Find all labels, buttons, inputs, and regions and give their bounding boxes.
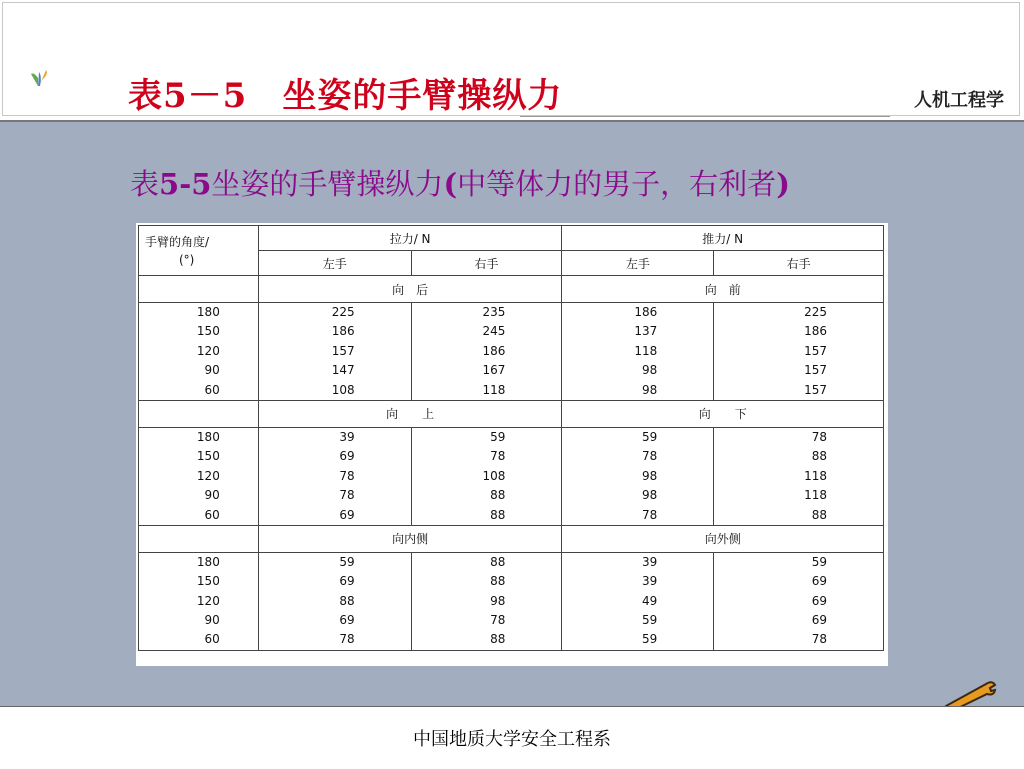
table-cell: 78 — [490, 613, 506, 628]
table-cell: 186 — [331, 324, 355, 339]
table-cell: 88 — [490, 632, 506, 647]
table-cell: 186 — [482, 343, 506, 358]
table-cell: 108 — [482, 468, 506, 483]
table-cell: 245 — [482, 324, 506, 339]
table-cell: 98 — [641, 382, 658, 397]
force-table — [138, 225, 884, 651]
caption-paren-close: ) — [776, 167, 790, 201]
pull-left-values — [258, 427, 411, 525]
table-cell: 49 — [641, 593, 658, 608]
logo-icon — [28, 66, 50, 90]
table-cell: 98 — [641, 488, 658, 503]
table-cell: 69 — [811, 593, 827, 608]
table-cell: 118 — [482, 382, 506, 397]
table-cell: 78 — [811, 632, 827, 647]
table-cell: 186 — [804, 324, 827, 339]
table-cell: 98 — [490, 593, 506, 608]
push-left-values — [562, 552, 714, 650]
push-direction: 向外侧 — [562, 525, 884, 552]
direction-angle-blank — [139, 525, 259, 552]
table-cell: 88 — [811, 449, 827, 464]
push-right-values — [714, 552, 884, 650]
table-cell: 147 — [331, 363, 355, 378]
table-cell: 90 — [204, 488, 220, 503]
pull-right-values — [411, 552, 562, 650]
table-cell: 88 — [490, 574, 506, 589]
table-cell: 157 — [331, 343, 355, 358]
push-right-hand-header: 右手 — [714, 251, 884, 276]
table-cell: 39 — [339, 429, 355, 444]
angle-values — [139, 427, 259, 525]
table-cell: 88 — [490, 507, 506, 522]
table-cell: 78 — [811, 429, 827, 444]
push-left-hand-header: 左手 — [562, 251, 714, 276]
table-cell: 60 — [204, 507, 220, 522]
slide-content — [0, 122, 1024, 706]
push-direction: 向 下 — [562, 400, 884, 427]
direction-angle-blank — [139, 276, 259, 303]
caption-prefix: 表 — [130, 167, 160, 201]
table-cell: 186 — [634, 305, 658, 319]
table-cell: 59 — [811, 554, 827, 569]
angle-header-line1: 手臂的角度/ — [145, 234, 210, 249]
table-cell: 59 — [641, 429, 658, 444]
table-cell: 69 — [339, 574, 355, 589]
table-cell: 60 — [204, 632, 220, 647]
push-left-values — [562, 427, 714, 525]
table-cell: 118 — [804, 488, 827, 503]
pull-left-values — [258, 552, 411, 650]
table-cell: 120 — [196, 343, 220, 358]
table-cell: 150 — [196, 574, 220, 589]
table-cell: 180 — [196, 554, 220, 569]
pull-right-values — [411, 427, 562, 525]
table-cell: 60 — [204, 382, 220, 397]
table-cell: 225 — [331, 305, 355, 319]
table-cell: 118 — [804, 468, 827, 483]
table-cell: 59 — [641, 613, 658, 628]
direction-row — [139, 400, 884, 427]
caption-text: 坐姿的手臂操纵力 — [211, 167, 444, 201]
direction-row — [139, 276, 884, 303]
table-cell: 157 — [804, 382, 827, 397]
table-cell: 39 — [641, 574, 658, 589]
direction-row — [139, 525, 884, 552]
table-cell: 39 — [641, 554, 658, 569]
table-cell: 180 — [196, 429, 220, 444]
direction-angle-blank — [139, 400, 259, 427]
angle-header — [139, 226, 259, 276]
pull-right-values — [411, 303, 562, 401]
table-cell: 98 — [641, 468, 658, 483]
table-cell: 150 — [196, 449, 220, 464]
caption-note: 中等体力的男子，右利者 — [457, 167, 777, 201]
table-caption — [130, 162, 790, 203]
table-cell: 59 — [339, 554, 355, 569]
table-cell: 120 — [196, 593, 220, 608]
table-cell: 180 — [196, 305, 220, 319]
table-cell: 59 — [641, 632, 658, 647]
push-force-header: 推力/ N — [562, 226, 884, 251]
pull-direction: 向 后 — [258, 276, 562, 303]
table-cell: 78 — [490, 449, 506, 464]
table-cell: 137 — [634, 324, 658, 339]
data-block-row — [139, 303, 884, 401]
table-cell: 157 — [804, 363, 827, 378]
pull-left-values — [258, 303, 411, 401]
course-name: 人机工程学 — [914, 90, 1004, 111]
table-cell: 59 — [490, 429, 506, 444]
pull-left-hand-header: 左手 — [258, 251, 411, 276]
pull-right-hand-header: 右手 — [411, 251, 562, 276]
table-cell: 78 — [641, 449, 658, 464]
data-block-row — [139, 552, 884, 650]
table-cell: 78 — [641, 507, 658, 522]
push-direction: 向 前 — [562, 276, 884, 303]
pull-direction: 向内侧 — [258, 525, 562, 552]
caption-number: 5-5 — [159, 167, 212, 201]
table-cell: 157 — [804, 343, 827, 358]
table-cell: 167 — [482, 363, 506, 378]
data-block-row — [139, 427, 884, 525]
angle-values — [139, 552, 259, 650]
push-right-values — [714, 303, 884, 401]
table-cell: 88 — [811, 507, 827, 522]
table-cell: 150 — [196, 324, 220, 339]
table-cell: 78 — [339, 488, 355, 503]
push-right-values — [714, 427, 884, 525]
table-cell: 78 — [339, 468, 355, 483]
footer-text: 中国地质大学安全工程系 — [413, 729, 611, 750]
table-cell: 108 — [331, 382, 355, 397]
table-cell: 88 — [339, 593, 355, 608]
table-cell: 118 — [634, 343, 658, 358]
force-table-image — [136, 223, 888, 666]
push-left-values — [562, 303, 714, 401]
slide-footer — [0, 706, 1024, 769]
table-cell: 69 — [811, 574, 827, 589]
table-cell: 90 — [204, 363, 220, 378]
table-cell: 69 — [339, 449, 355, 464]
table-header-row — [139, 226, 884, 251]
table-cell: 98 — [641, 363, 658, 378]
table-cell: 69 — [339, 507, 355, 522]
table-cell: 235 — [482, 305, 506, 319]
header-rule — [520, 116, 890, 117]
pull-force-header: 拉力/ N — [258, 226, 562, 251]
table-cell: 88 — [490, 554, 506, 569]
slide-title: 表5－5 坐姿的手臂操纵力 — [128, 76, 563, 116]
angle-header-line2: (°) — [179, 252, 195, 267]
angle-values — [139, 303, 259, 401]
pull-direction: 向 上 — [258, 400, 562, 427]
table-cell: 90 — [204, 613, 220, 628]
caption-paren-open: ( — [443, 167, 458, 201]
table-cell: 69 — [811, 613, 827, 628]
table-cell: 88 — [490, 488, 506, 503]
table-cell: 225 — [804, 305, 827, 319]
slide-header — [0, 0, 1024, 120]
table-cell: 78 — [339, 632, 355, 647]
table-cell: 120 — [196, 468, 220, 483]
table-cell: 69 — [339, 613, 355, 628]
